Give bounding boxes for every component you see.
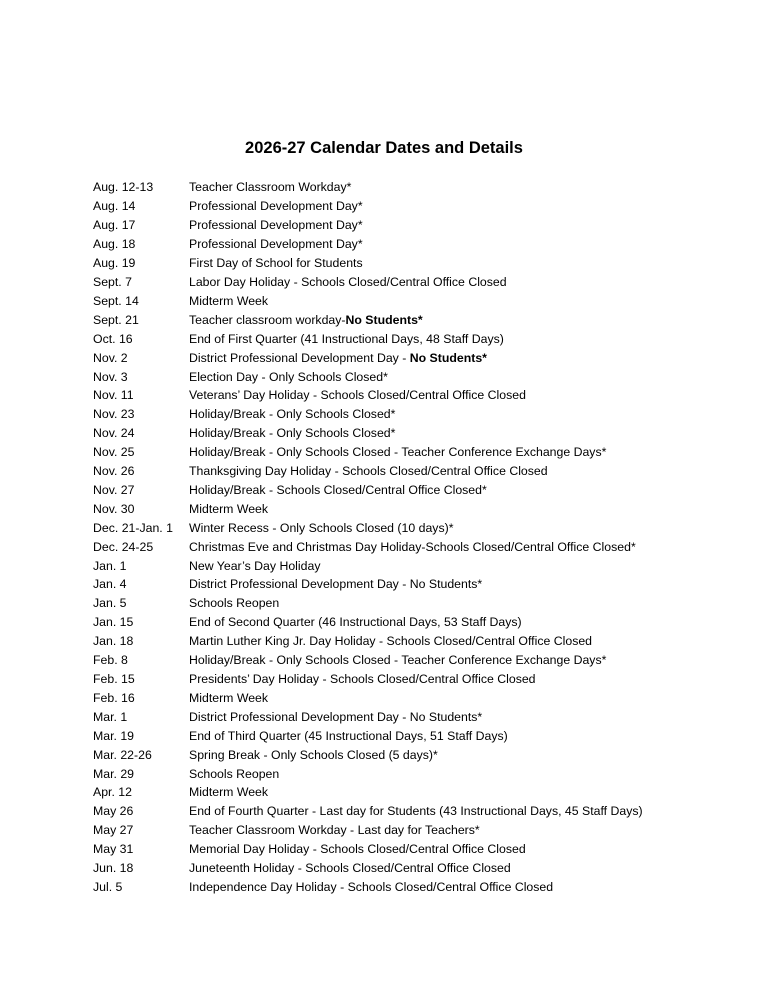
calendar-detail	[189, 332, 733, 346]
calendar-date: Nov. 25	[93, 445, 135, 460]
calendar-row	[93, 273, 733, 292]
calendar-detail	[189, 748, 733, 762]
calendar-detail-text: Midterm Week	[189, 690, 269, 705]
calendar-date: Jan. 18	[93, 634, 134, 649]
calendar-date: Feb. 16	[93, 690, 135, 705]
calendar-detail	[189, 237, 733, 251]
calendar-date: Feb. 8	[93, 653, 128, 668]
calendar-detail	[189, 464, 733, 478]
calendar-date: Nov. 26	[93, 464, 135, 479]
calendar-row	[93, 367, 733, 386]
calendar-detail-text: Thanksgiving Day Holiday - Schools Closed/Central Office Closed	[189, 464, 548, 479]
calendar-row	[93, 575, 733, 594]
calendar-date: May 27	[93, 823, 134, 838]
calendar-detail	[189, 823, 733, 837]
calendar-detail-emphasis: No Students*	[409, 350, 487, 365]
calendar-date: Jul. 5	[93, 879, 123, 894]
calendar-detail	[189, 180, 733, 194]
calendar-date: Nov. 27	[93, 482, 135, 497]
calendar-row	[93, 688, 733, 707]
calendar-detail	[189, 426, 733, 440]
calendar-row	[93, 632, 733, 651]
calendar-detail-text: Holiday/Break - Only Schools Closed*	[189, 407, 396, 422]
calendar-detail	[189, 502, 733, 516]
calendar-detail-text: Winter Recess - Only Schools Closed (10 days)*	[189, 520, 454, 535]
calendar-date: Nov. 30	[93, 501, 135, 516]
calendar-detail	[189, 521, 733, 535]
calendar-row	[93, 405, 733, 424]
calendar-date: Aug. 17	[93, 218, 136, 233]
calendar-detail	[189, 634, 733, 648]
calendar-detail-text: First Day of School for Students	[189, 256, 363, 271]
calendar-detail-text: District Professional Development Day - No Students*	[189, 709, 483, 724]
calendar-date: Nov. 3	[93, 369, 128, 384]
calendar-date: Aug. 14	[93, 199, 136, 214]
calendar-row	[93, 745, 733, 764]
calendar-detail	[189, 842, 733, 856]
calendar-row	[93, 329, 733, 348]
calendar-detail	[189, 559, 733, 573]
page-title: 2026-27 Calendar Dates and Details	[245, 139, 523, 157]
calendar-detail-text: Christmas Eve and Christmas Day Holiday-Schools Closed/Central Office Closed*	[189, 539, 636, 554]
calendar-row	[93, 254, 733, 273]
calendar-date: Dec. 24-25	[93, 539, 154, 554]
calendar-detail	[189, 313, 733, 327]
calendar-date: Dec. 21-Jan. 1	[93, 520, 173, 535]
calendar-row	[93, 481, 733, 500]
calendar-detail-text: Labor Day Holiday - Schools Closed/Central Office Closed	[189, 274, 507, 289]
calendar-detail-text: Independence Day Holiday - Schools Closed/Central Office Closed	[189, 879, 554, 894]
calendar-detail-emphasis: No Students*	[345, 312, 423, 327]
calendar-detail-text: Teacher Classroom Workday*	[189, 180, 352, 195]
calendar-row	[93, 216, 733, 235]
calendar-detail	[189, 785, 733, 799]
calendar-detail-text: Teacher classroom workday-	[189, 312, 346, 327]
calendar-detail-text: District Professional Development Day - No Students*	[189, 577, 483, 592]
calendar-detail-text: Midterm Week	[189, 293, 269, 308]
calendar-row	[93, 499, 733, 518]
calendar-detail	[189, 767, 733, 781]
calendar-detail-text: Holiday/Break - Only Schools Closed*	[189, 426, 396, 441]
calendar-detail-text: Teacher Classroom Workday - Last day for Teachers*	[189, 823, 480, 838]
calendar-date: Sept. 21	[93, 312, 139, 327]
calendar-detail	[189, 880, 733, 894]
calendar-date: Aug. 19	[93, 256, 136, 271]
calendar-row	[93, 594, 733, 613]
calendar-detail	[189, 218, 733, 232]
calendar-detail	[189, 388, 733, 402]
calendar-detail-text: Martin Luther King Jr. Day Holiday - Schools Closed/Central Office Closed	[189, 634, 593, 649]
calendar-list	[93, 178, 733, 896]
calendar-detail-text: Midterm Week	[189, 785, 269, 800]
calendar-detail-text: End of Third Quarter (45 Instructional Days, 51 Staff Days)	[189, 728, 508, 743]
calendar-detail-text: District Professional Development Day -	[189, 350, 410, 365]
calendar-row	[93, 670, 733, 689]
calendar-row	[93, 537, 733, 556]
calendar-detail-text: Spring Break - Only Schools Closed (5 days)*	[189, 747, 438, 762]
calendar-row	[93, 291, 733, 310]
calendar-row	[93, 613, 733, 632]
calendar-detail	[189, 710, 733, 724]
calendar-row	[93, 518, 733, 537]
calendar-detail	[189, 256, 733, 270]
calendar-date: Mar. 22-26	[93, 747, 152, 762]
calendar-detail-text: Schools Reopen	[189, 766, 280, 781]
calendar-detail-text: Professional Development Day*	[189, 218, 363, 233]
calendar-detail-text: Election Day - Only Schools Closed*	[189, 369, 388, 384]
calendar-row	[93, 802, 733, 821]
calendar-detail-text: Midterm Week	[189, 501, 269, 516]
calendar-date: Jan. 1	[93, 558, 127, 573]
calendar-detail	[189, 370, 733, 384]
calendar-date: Apr. 12	[93, 785, 132, 800]
calendar-date: May 31	[93, 842, 134, 857]
calendar-date: Aug. 18	[93, 237, 136, 252]
calendar-detail	[189, 596, 733, 610]
calendar-date: Mar. 29	[93, 766, 135, 781]
calendar-date: Aug. 12-13	[93, 180, 154, 195]
calendar-date: May 26	[93, 804, 134, 819]
calendar-row	[93, 859, 733, 878]
calendar-date: Feb. 15	[93, 672, 135, 687]
calendar-row	[93, 348, 733, 367]
calendar-date: Nov. 24	[93, 426, 135, 441]
calendar-row	[93, 783, 733, 802]
calendar-detail	[189, 615, 733, 629]
calendar-detail	[189, 653, 733, 667]
calendar-detail-text: Holiday/Break - Schools Closed/Central Office Closed*	[189, 482, 487, 497]
calendar-date: Jan. 5	[93, 596, 127, 611]
calendar-detail-text: Professional Development Day*	[189, 237, 363, 252]
calendar-detail-text: Veterans’ Day Holiday - Schools Closed/Central Office Closed	[189, 388, 526, 403]
calendar-row	[93, 878, 733, 897]
calendar-date: Sept. 7	[93, 274, 132, 289]
calendar-row	[93, 197, 733, 216]
calendar-row	[93, 651, 733, 670]
calendar-row	[93, 178, 733, 197]
calendar-row	[93, 443, 733, 462]
calendar-row	[93, 235, 733, 254]
calendar-detail	[189, 199, 733, 213]
calendar-detail	[189, 691, 733, 705]
calendar-row	[93, 556, 733, 575]
calendar-row	[93, 462, 733, 481]
calendar-row	[93, 840, 733, 859]
calendar-row	[93, 821, 733, 840]
calendar-detail-text: End of Fourth Quarter - Last day for Students (43 Instructional Days, 45 Staff Days)	[189, 804, 643, 819]
calendar-row	[93, 707, 733, 726]
calendar-date: Oct. 16	[93, 331, 133, 346]
calendar-detail-text: Juneteenth Holiday - Schools Closed/Central Office Closed	[189, 861, 511, 876]
calendar-date: Mar. 19	[93, 728, 135, 743]
calendar-detail	[189, 351, 733, 365]
calendar-date: Mar. 1	[93, 709, 128, 724]
calendar-date: Jan. 4	[93, 577, 127, 592]
calendar-detail	[189, 407, 733, 421]
calendar-date: Nov. 2	[93, 350, 128, 365]
calendar-detail-text: New Year’s Day Holiday	[189, 558, 321, 573]
calendar-row	[93, 726, 733, 745]
calendar-detail	[189, 804, 733, 818]
calendar-detail-text: Professional Development Day*	[189, 199, 363, 214]
calendar-detail-text: Holiday/Break - Only Schools Closed - Teacher Conference Exchange Days*	[189, 653, 607, 668]
calendar-row	[93, 764, 733, 783]
calendar-detail	[189, 445, 733, 459]
calendar-detail	[189, 672, 733, 686]
calendar-row	[93, 310, 733, 329]
calendar-detail	[189, 577, 733, 591]
calendar-detail-text: End of First Quarter (41 Instructional Days, 48 Staff Days)	[189, 331, 504, 346]
calendar-date: Nov. 23	[93, 407, 135, 422]
calendar-date: Sept. 14	[93, 293, 139, 308]
calendar-row	[93, 424, 733, 443]
calendar-detail	[189, 540, 733, 554]
calendar-detail	[189, 294, 733, 308]
calendar-detail-text: End of Second Quarter (46 Instructional Days, 53 Staff Days)	[189, 615, 522, 630]
calendar-detail-text: Schools Reopen	[189, 596, 280, 611]
calendar-detail-text: Presidents’ Day Holiday - Schools Closed/Central Office Closed	[189, 672, 536, 687]
calendar-date: Jan. 15	[93, 615, 134, 630]
calendar-date: Jun. 18	[93, 861, 134, 876]
calendar-date: Nov. 11	[93, 388, 134, 403]
calendar-row	[93, 386, 733, 405]
calendar-detail	[189, 729, 733, 743]
calendar-detail	[189, 483, 733, 497]
calendar-detail	[189, 861, 733, 875]
calendar-detail-text: Holiday/Break - Only Schools Closed - Teacher Conference Exchange Days*	[189, 445, 607, 460]
calendar-detail	[189, 275, 733, 289]
calendar-detail-text: Memorial Day Holiday - Schools Closed/Central Office Closed	[189, 842, 526, 857]
